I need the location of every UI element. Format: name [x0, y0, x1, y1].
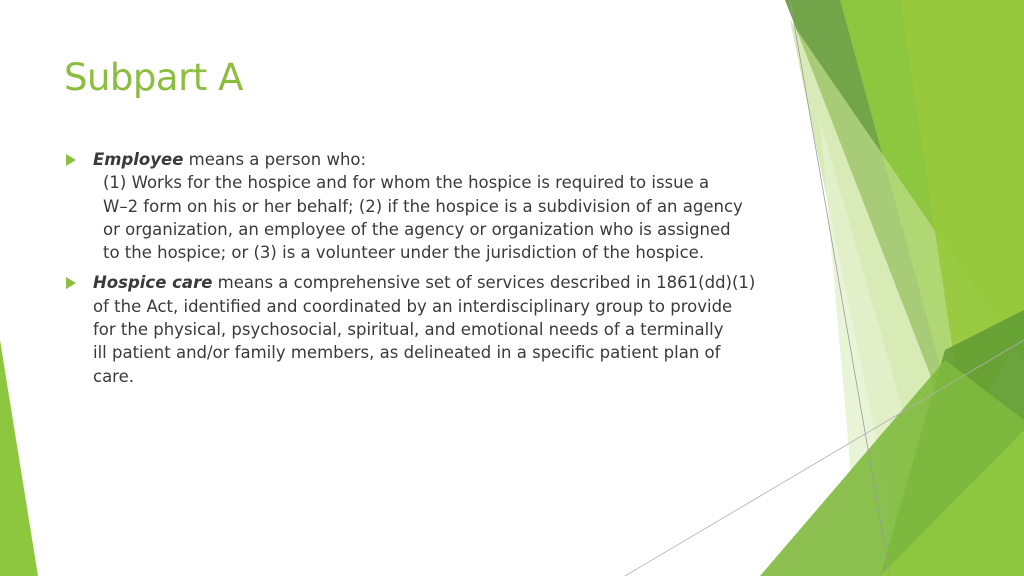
bullet-employee — [66, 148, 786, 264]
definition-lead: means a comprehensive set of services described in 1861(dd)(1) — [212, 273, 756, 293]
definition-line: W–2 form on his or her behalf; (2) if the hospice is a subdivision of an agency — [103, 196, 743, 216]
definition-line: or organization, an employee of the agency or organization who is assigned — [103, 219, 731, 239]
definition-line: (1) Works for the hospice and for whom the hospice is required to issue a — [103, 173, 710, 193]
slide-body — [66, 148, 786, 395]
definition-line: for the physical, psychosocial, spiritual, and emotional needs of a terminally — [93, 320, 724, 340]
definition-line: of the Act, identified and coordinated by an interdisciplinary group to provide — [93, 296, 733, 316]
left-edge-shape — [0, 340, 38, 576]
definition-lead: means a person who: — [183, 150, 367, 169]
definition-line: ill patient and/or family members, as delineated in a specific patient plan of — [93, 343, 721, 363]
bullet-lead-line — [93, 148, 786, 171]
bullet-arrow-icon — [66, 154, 76, 166]
definition-line: care. — [93, 366, 135, 386]
bullet-lead-line — [93, 271, 786, 294]
term-employee: Employee — [93, 150, 184, 169]
definition-line: to the hospice; or (3) is a volunteer under the jurisdiction of the hospice. — [103, 243, 705, 263]
bullet-hospice-care — [66, 271, 786, 387]
slide-title: Subpart A — [64, 56, 243, 99]
bullet-arrow-icon — [66, 277, 76, 289]
term-hospice-care: Hospice care — [93, 273, 213, 293]
